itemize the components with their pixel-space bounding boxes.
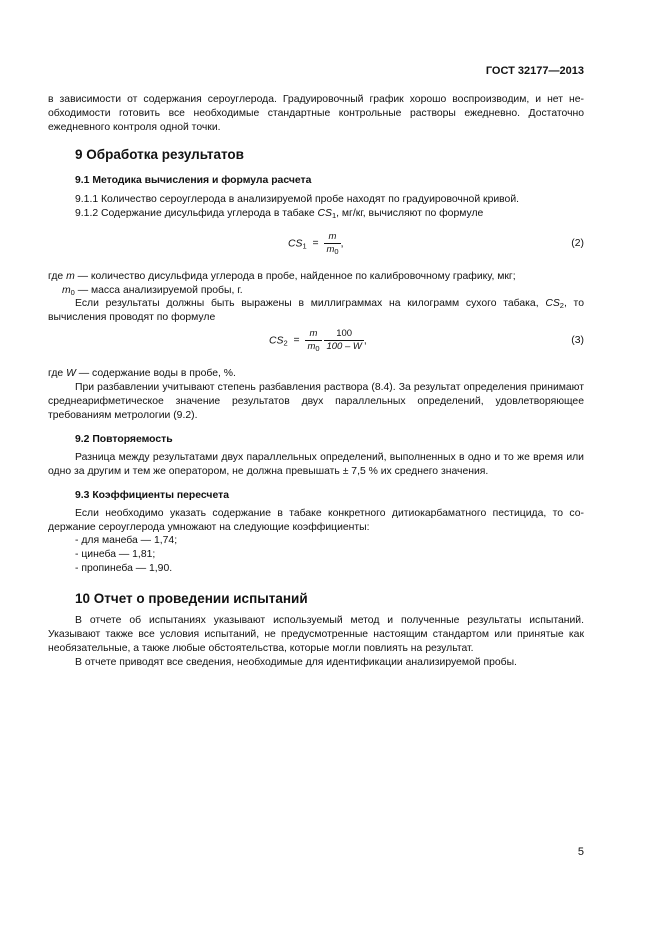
- paragraph-repeatability: Разница между результатами двух параллельных определений, выполненных в одно и то же время или одно за другим и тем же оператором, не должна превышать ± 7,5 % их среднего значения.: [48, 452, 584, 477]
- formula-2-fraction: $\frac{m}{m_0}$: [326, 231, 339, 256]
- subsection-9-2-heading: 9.2 Повторяемость: [75, 434, 173, 445]
- section-9-heading: 9 Обработка результатов: [75, 147, 244, 162]
- list-item: - для манеба — 1,74;: [75, 535, 178, 546]
- paragraph-report-2: В отчете приводят все сведения, необходимые для идентификации анализируемой пробы.: [75, 657, 517, 668]
- paragraph-dilution: При разбавлении учитывают степень разбавления раствора (8.4). За результат определения принимают среднеарифметическое значение результатов двух параллельных определений, удовлетворяющее требованиям метрологии (9.2).: [48, 382, 584, 421]
- paragraph-9-1-2: 9.1.2 Содержание дисульфида углерода в табаке $CS_1$, мг/кг, вычисляют по формуле: [75, 208, 484, 220]
- formula-3-fraction-2: $\frac{100}{100 - W}$: [326, 328, 362, 352]
- formula-2: [48, 229, 584, 261]
- subsection-9-1-heading: 9.1 Методика вычисления и формула расчета: [75, 175, 312, 186]
- where-clause-2: $m_0$ — масса анализируемой пробы, г.: [62, 285, 243, 297]
- document-id-header: ГОСТ 32177—2013: [485, 65, 584, 77]
- formula-3-fraction-1: $\frac{m}{m_0}$: [307, 328, 320, 353]
- formula-2-body: $CS_1$ = $\frac{m}{m_0}$ ,: [288, 231, 344, 256]
- formula-3: [48, 326, 584, 358]
- subsection-9-3-heading: 9.3 Коэффициенты пересчета: [75, 490, 229, 501]
- formula-3-body: $CS_2$ = $\frac{m}{m_0}$ $\frac{100}{100 - W}$ ,: [269, 328, 367, 353]
- coefficient-list: [75, 534, 611, 576]
- paragraph-report-1: В отчете об испытаниях указывают используемый метод и полученные результаты испытаний. Указывают также все условия испытаний, не предусмотренные настоящим стандартом или принятые как необязательные, а также любые обстоятельства, которые могли повлиять на результат.: [48, 615, 584, 654]
- document-page: [48, 0, 584, 935]
- where-clause-1: где m — количество дисульфида углерода в пробе, найденное по калибровочному графику, мкг;: [48, 271, 516, 282]
- section-10-heading: 10 Отчет о проведении испытаний: [75, 591, 308, 606]
- formula-2-number: (2): [571, 238, 584, 249]
- page-number: 5: [577, 846, 584, 858]
- list-item: - цинеба — 1,81;: [75, 549, 156, 560]
- where-clause-3: где W — содержание воды в пробе, %.: [48, 368, 236, 379]
- paragraph-coefficients: Если необходимо указать содержание в табаке конкретного дитиокарбаматного пестицида, то содержание сероуглерода умножают на следующие коэффициенты:: [48, 508, 584, 533]
- intro-paragraph: [48, 93, 584, 135]
- intro-text: в зависимости от содержания сероуглерода. Градуировочный график хорошо воспроизводим, и нет необходимости готовить все необходимые стандартные контрольные растворы ежедневно. Достаточно ежедневного контроля одной точки.: [48, 94, 584, 133]
- list-item: - пропинеба — 1,90.: [75, 563, 173, 574]
- formula-3-number: (3): [571, 335, 584, 346]
- paragraph-9-1-1: 9.1.1 Количество сероуглерода в анализируемой пробе находят по градуировочной кривой.: [75, 194, 520, 205]
- paragraph-dry-tobacco: Если результаты должны быть выражены в миллиграммах на килограмм сухого табака, $CS_2$, то вычисления проводят по формуле: [48, 298, 584, 323]
